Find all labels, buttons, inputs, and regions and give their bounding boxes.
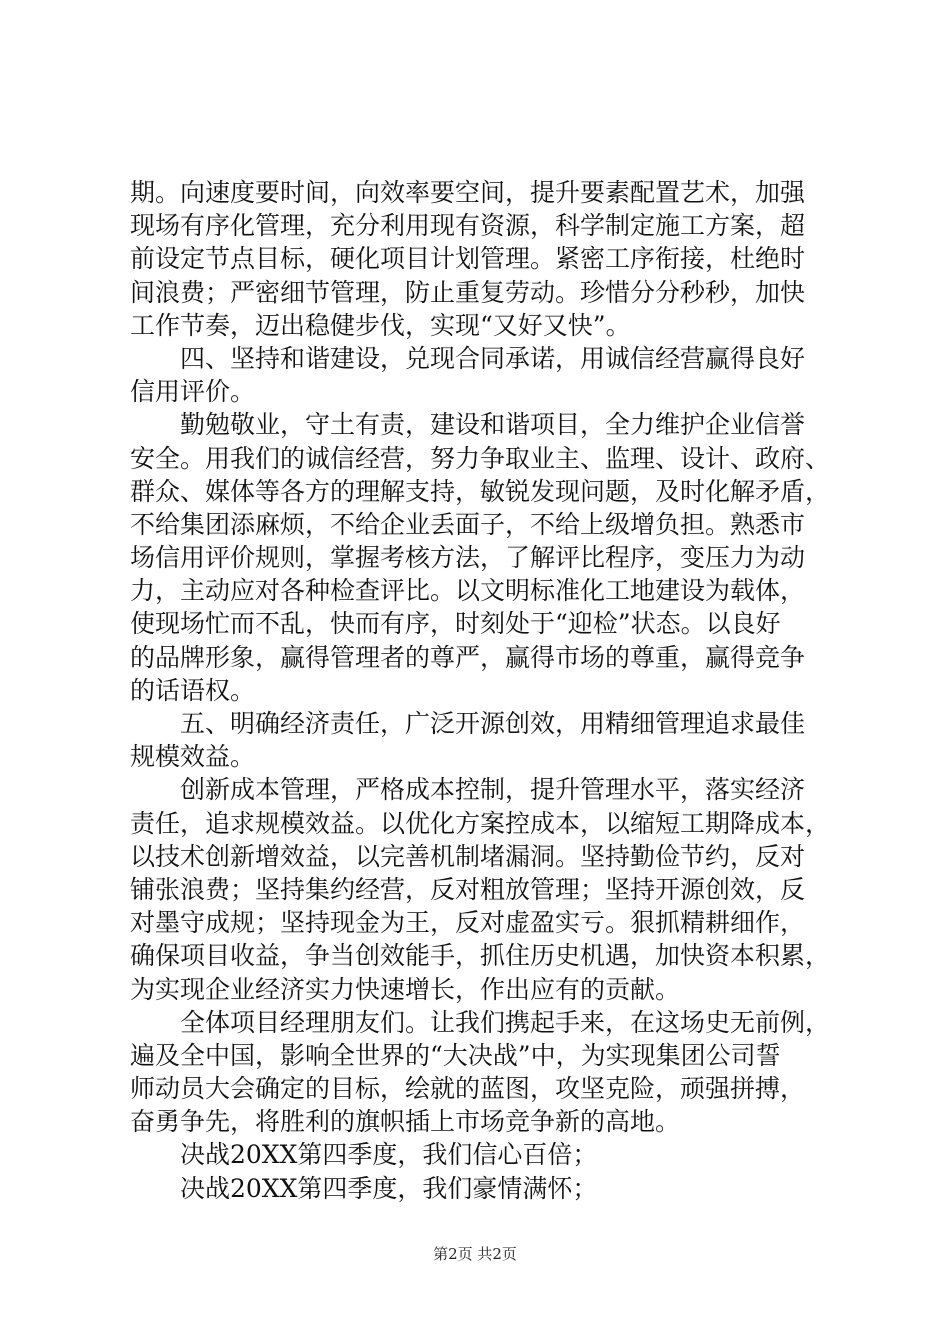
text-line: 遍及全中国，影响全世界的“大决战”中，为实现集团公司誓 bbox=[130, 1040, 781, 1070]
section-heading: 五、明确经济责任，广泛开源创效，用精细管理追求最佳 bbox=[130, 709, 806, 738]
slogan-line: 决战20XX第四季度，我们信心百倍； bbox=[130, 1140, 598, 1170]
text-line: 为实现企业经济实力快速增长，作出应有的贡献。 bbox=[130, 974, 681, 1004]
text-line: 以技术创新增效益，以完善机制堵漏洞。坚持勤俭节约，反对 bbox=[130, 841, 806, 871]
text-line: 工作节奏，迈出稳健步伐，实现“又好又快”。 bbox=[130, 310, 631, 340]
text-line: 确保项目收益，争当创效能手，抓住历史机遇，加快资本积累， bbox=[130, 941, 830, 971]
text-line: 责任，追求规模效益。以优化方案控成本，以缩短工期降成本， bbox=[130, 808, 830, 838]
text-line: 对墨守成规；坚持现金为王，反对虚盈实亏。狠抓精耕细作， bbox=[130, 908, 806, 938]
text-line: 勤勉敬业，守土有责，建设和谐项目，全力维护企业信誉 bbox=[130, 410, 806, 440]
text-line: 师动员大会确定的目标，绘就的蓝图，攻坚克险，顽强拼搏， bbox=[130, 1074, 806, 1104]
text-line: 使现场忙而不乱，快而有序，时刻处于“迎检”状态。以良好 bbox=[130, 609, 781, 639]
document-body bbox=[130, 176, 830, 1205]
text-line: 创新成本管理，严格成本控制，提升管理水平，落实经济 bbox=[130, 775, 806, 805]
section-heading: 四、坚持和谐建设，兑现合同承诺，用诚信经营赢得良好 bbox=[130, 343, 806, 373]
text-line: 不给集团添麻烦，不给企业丢面子，不给上级增负担。熟悉市 bbox=[130, 509, 806, 539]
text-line: 现场有序化管理，充分利用现有资源，科学制定施工方案，超 bbox=[130, 211, 806, 241]
page-number-footer: 第2页 共2页 bbox=[433, 1245, 517, 1263]
section-heading: 规模效益。 bbox=[130, 742, 256, 772]
text-line: 力，主动应对各种检查评比。以文明标准化工地建设为载体， bbox=[130, 576, 806, 606]
text-line: 期。向速度要时间，向效率要空间，提升要素配置艺术，加强 bbox=[130, 178, 806, 207]
text-line: 场信用评价规则，掌握考核方法，了解评比程序，变压力为动 bbox=[130, 543, 806, 573]
text-line: 间浪费；严密细节管理，防止重复劳动。珍惜分分秒秒，加快 bbox=[130, 277, 806, 307]
text-line: 奋勇争先，将胜利的旗帜插上市场竞争新的高地。 bbox=[130, 1107, 681, 1137]
text-line: 铺张浪费；坚持集约经营，反对粗放管理；坚持开源创效，反 bbox=[130, 874, 806, 904]
text-line: 全体项目经理朋友们。让我们携起手来，在这场史无前例， bbox=[130, 1007, 830, 1037]
text-line: 群众、媒体等各方的理解支持，敏锐发现问题，及时化解矛盾， bbox=[130, 476, 830, 506]
text-line: 的话语权。 bbox=[130, 675, 256, 705]
slogan-line: 决战20XX第四季度，我们豪情满怀； bbox=[130, 1173, 598, 1203]
text-line: 前设定节点目标，硬化项目计划管理。紧密工序衔接，杜绝时 bbox=[130, 244, 806, 274]
text-line: 的品牌形象，赢得管理者的尊严，赢得市场的尊重，赢得竞争 bbox=[130, 642, 806, 672]
section-heading: 信用评价。 bbox=[130, 377, 256, 407]
text-line: 安全。用我们的诚信经营，努力争取业主、监理、设计、政府、 bbox=[130, 443, 830, 473]
